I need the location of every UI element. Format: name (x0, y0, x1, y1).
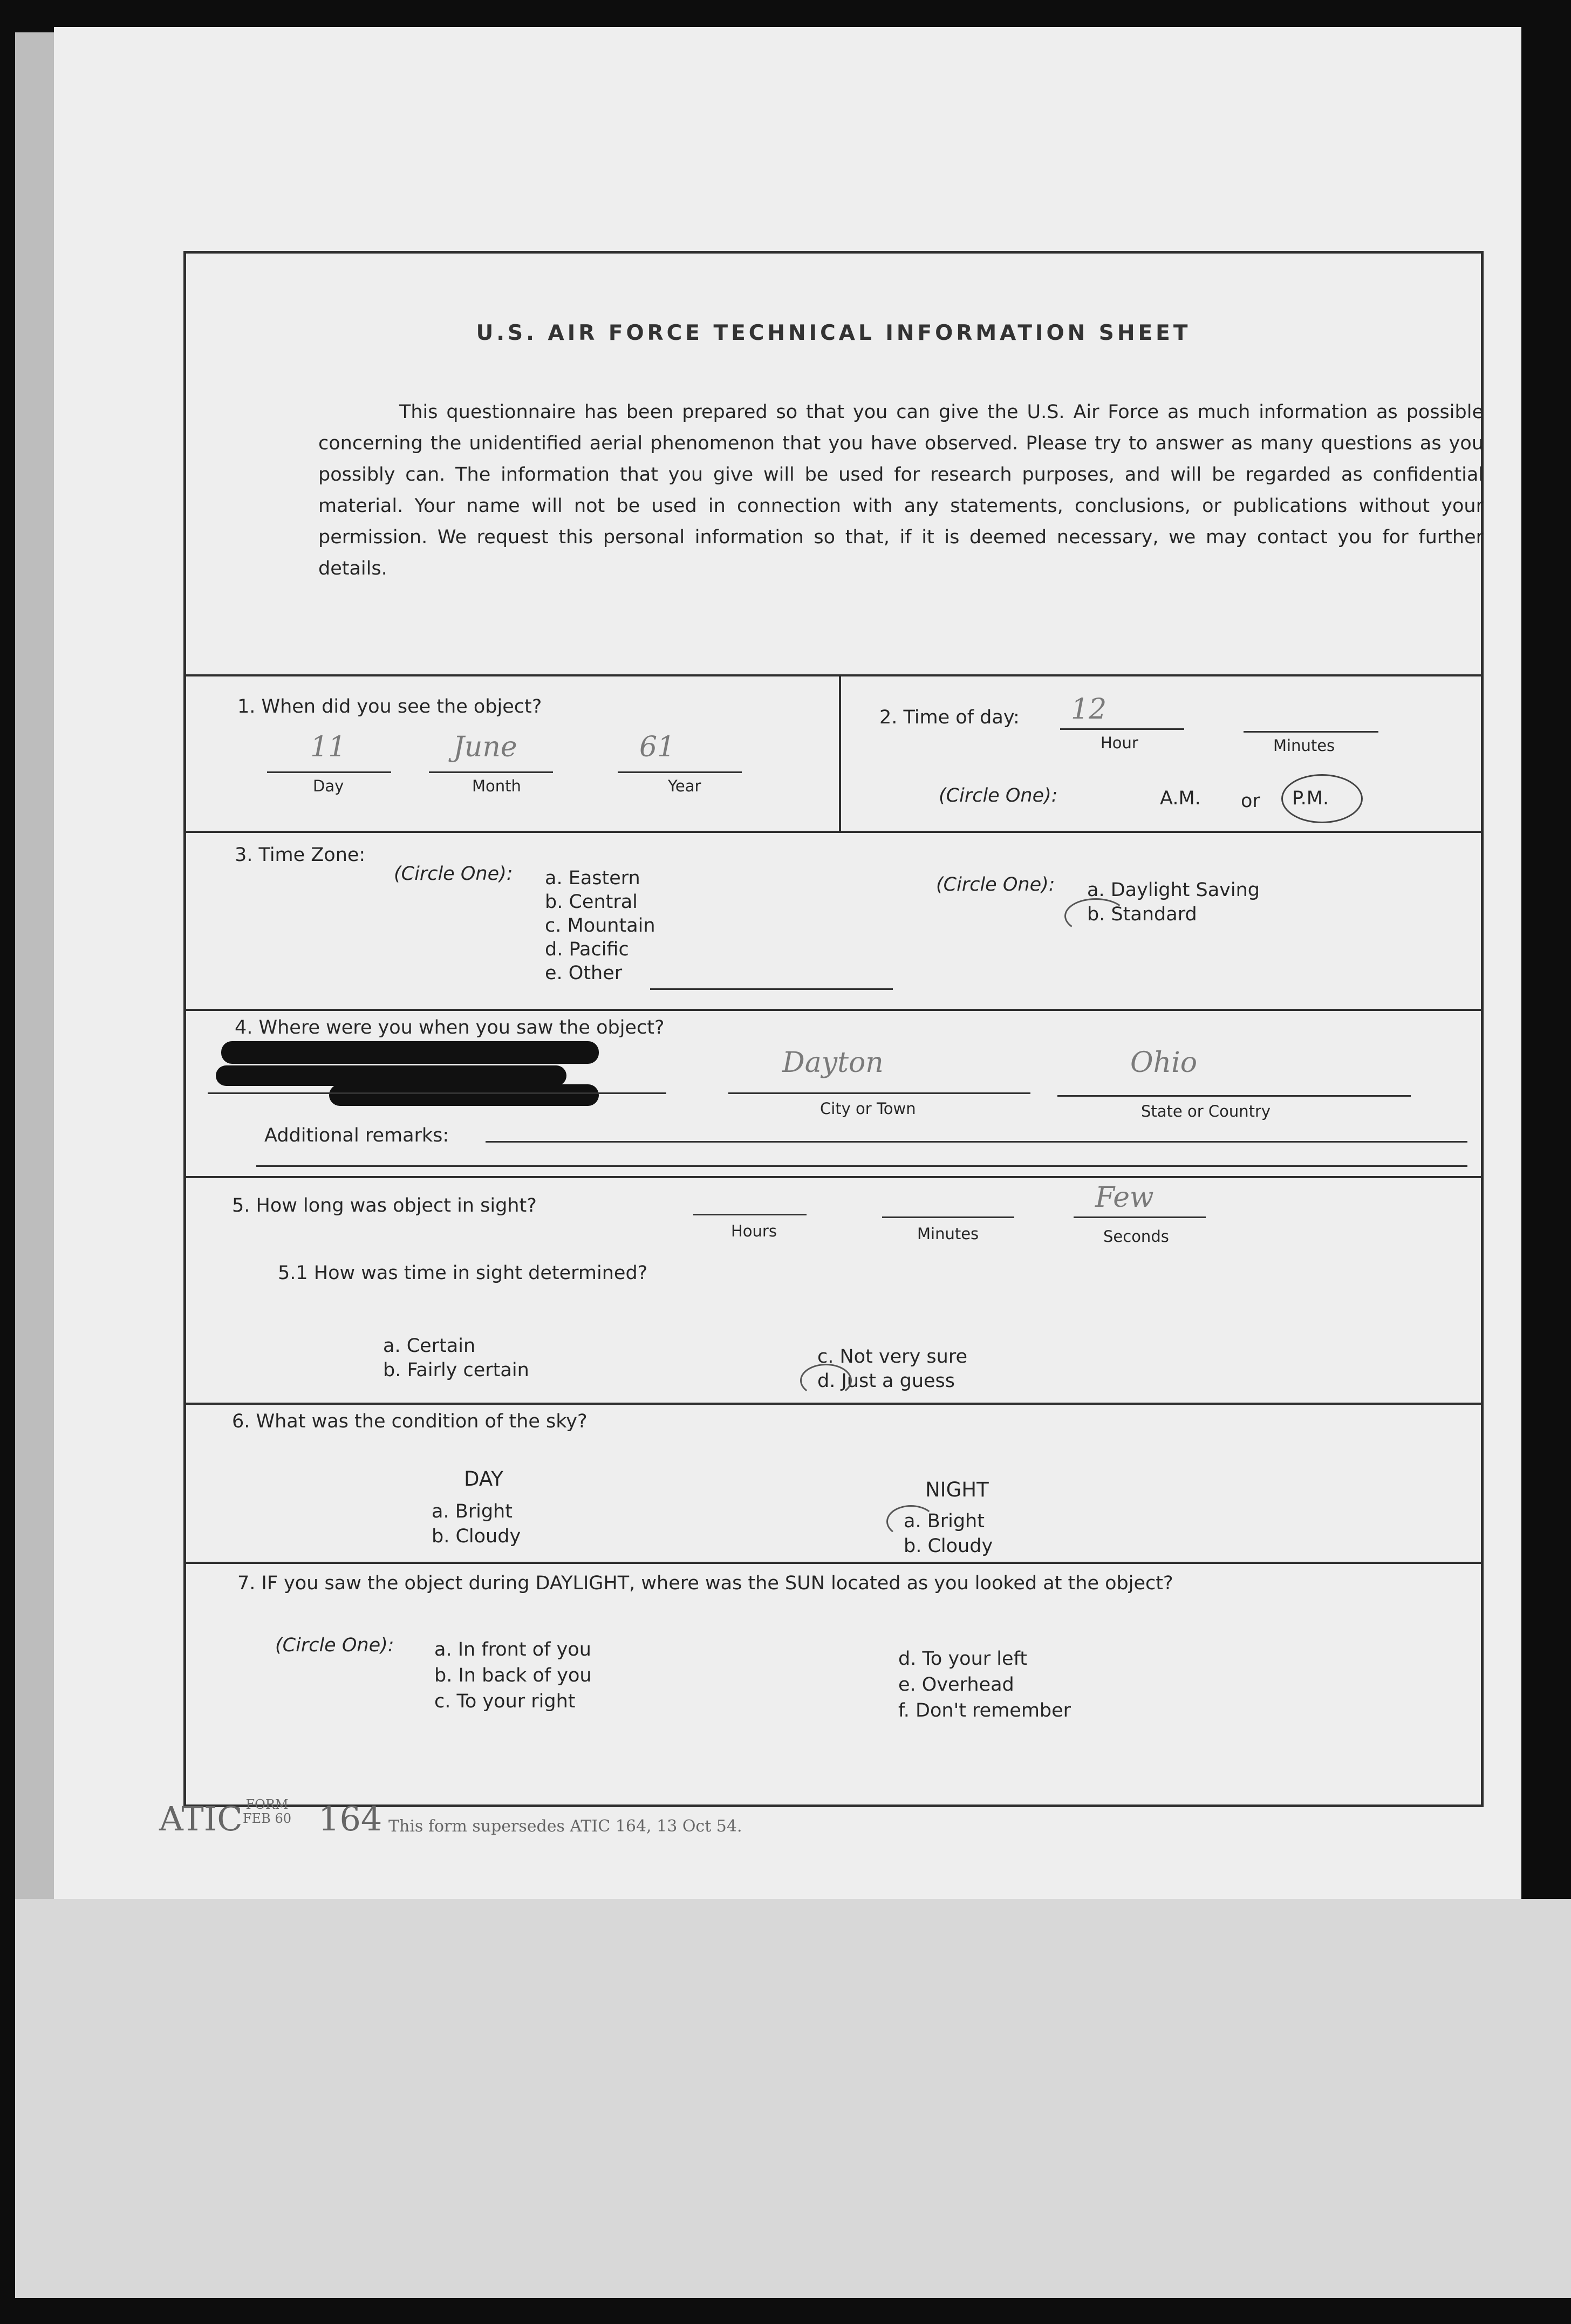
q3-zone-d: d. Pacific (545, 939, 629, 960)
scan-background (15, 1899, 1571, 2298)
q1-day-line (267, 771, 391, 773)
q7-question: 7. IF you saw the object during DAYLIGHT, where was the SUN located as you looked at the object? (237, 1573, 1173, 1594)
q6-question: 6. What was the condition of the sky? (232, 1411, 588, 1432)
divider-2 (186, 831, 1481, 833)
q5-option-a: a. Certain (383, 1335, 476, 1357)
q4-remarks-line (486, 1141, 1467, 1143)
q4-city-line (728, 1092, 1030, 1094)
q2-am: A.M. (1160, 788, 1201, 809)
q5-seconds-label: Seconds (1103, 1227, 1169, 1246)
q1-month-label: Month (472, 777, 521, 795)
footer-form-date (243, 1797, 291, 1826)
intro-paragraph: This questionnaire has been prepared so that you can give the U.S. Air Force as much information as possible concerning the unidentified aerial phenomenon that you have observed. Please try to answer as many questions as you possibly can. The information that you give will be used for research purposes, and will be regarded as confidential material. Your name will not be used in connection with any statements, conclusions, or publications without your permission. We request this personal information so that, if it is deemed necessary, we may contact you for further details. (318, 401, 1484, 579)
divider-4 (186, 1176, 1481, 1178)
q6-day-option-b: b. Cloudy (432, 1526, 521, 1547)
q4-address-label (1271, 1068, 1275, 1069)
q7-option-e: e. Overhead (898, 1674, 1014, 1696)
q3-circle-label-2: (Circle One): (936, 874, 1055, 896)
q4-state-line (1057, 1095, 1411, 1097)
q7-option-c: c. To your right (434, 1691, 576, 1712)
q2-hour-label: Hour (1101, 734, 1138, 752)
q4-state-label: State or Country (1141, 1102, 1271, 1120)
q1-year-line (618, 771, 742, 773)
q5-guess-circle-mark (800, 1364, 852, 1397)
form-title: U.S. AIR FORCE TECHNICAL INFORMATION SHEET (476, 321, 1191, 345)
form-border (183, 251, 1484, 1807)
q7-option-a: a. In front of you (434, 1639, 591, 1660)
q3-saving-a: a. Daylight Saving (1087, 879, 1260, 901)
footer-form-number: 164 (318, 1799, 382, 1838)
q3-zone-a: a. Eastern (545, 867, 640, 889)
divider-q1-q2 (839, 674, 841, 831)
scan-edge (15, 32, 56, 1899)
q1-day-answer: 11 (310, 731, 346, 763)
q3-other-line (650, 988, 893, 990)
q1-day-label: Day (313, 777, 344, 795)
q1-year-label: Year (668, 777, 701, 795)
q3-zone-c: c. Mountain (545, 915, 655, 937)
q4-state-answer: Ohio (1130, 1047, 1198, 1079)
form-sheet (54, 27, 1521, 1899)
q2-pm-circle-mark (1281, 774, 1363, 823)
redaction-bar (221, 1041, 599, 1064)
q5-option-c: c. Not very sure (817, 1346, 967, 1368)
q2-minutes-label: Minutes (1273, 736, 1335, 755)
q5-question: 5. How long was object in sight? (232, 1195, 537, 1216)
q7-option-d: d. To your left (898, 1648, 1027, 1670)
q1-question: 1. When did you see the object? (237, 696, 542, 717)
q5-minutes-label: Minutes (917, 1225, 979, 1243)
q5-sub-question: 5.1 How was time in sight determined? (278, 1262, 648, 1284)
q3-question: 3. Time Zone: (235, 844, 366, 866)
q6-night-option-a: a. Bright (904, 1510, 985, 1532)
q4-city-label: City or Town (820, 1099, 916, 1118)
q7-option-b: b. In back of you (434, 1665, 592, 1686)
footer-form-code: ATIC (159, 1799, 243, 1838)
q1-month-line (429, 771, 553, 773)
q2-or: or (1241, 790, 1260, 812)
q3-zone-e: e. Other (545, 962, 623, 984)
q3-standard-circle-mark (1064, 898, 1127, 934)
q1-month-answer: June (453, 731, 517, 763)
q2-circle-label: (Circle One): (939, 785, 1058, 806)
q7-option-f: f. Don't remember (898, 1700, 1071, 1721)
q2-hour-answer: 12 (1071, 693, 1107, 726)
q6-day-heading: DAY (464, 1467, 503, 1491)
footer-form-date-text: FEB 60 (243, 1811, 291, 1826)
q5-hours-line (693, 1214, 807, 1215)
q6-night-heading: NIGHT (925, 1478, 989, 1501)
q4-remarks-line (256, 1165, 1467, 1167)
q4-address-line (208, 1092, 666, 1094)
q4-city-answer: Dayton (782, 1047, 884, 1079)
q5-seconds-answer: Few (1095, 1181, 1154, 1214)
q3-zone-b: b. Central (545, 891, 638, 913)
q3-saving-b: b. Standard (1087, 904, 1197, 925)
divider-6 (186, 1562, 1481, 1564)
footer-supersedes-note: This form supersedes ATIC 164, 13 Oct 54. (388, 1817, 742, 1836)
q5-hours-label: Hours (731, 1222, 777, 1240)
footer-form-word: FORM (245, 1797, 289, 1812)
q2-minutes-line (1244, 731, 1378, 733)
redaction-bar (329, 1084, 599, 1106)
q3-circle-label: (Circle One): (394, 863, 513, 885)
q4-remarks-label: Additional remarks: (264, 1125, 449, 1146)
q2-hour-line (1060, 728, 1184, 730)
redaction-bar (216, 1065, 566, 1086)
q6-day-option-a: a. Bright (432, 1501, 513, 1522)
q4-question: 4. Where were you when you saw the object? (235, 1017, 665, 1038)
q5-minutes-line (882, 1216, 1014, 1218)
q6-night-option-b: b. Cloudy (904, 1535, 993, 1557)
q6-bright-circle-mark (886, 1505, 935, 1538)
divider-3 (186, 1009, 1481, 1011)
q5-seconds-line (1074, 1216, 1206, 1218)
divider-1 (186, 674, 1481, 676)
q1-year-answer: 61 (639, 731, 675, 763)
q5-option-d: d. Just a guess (817, 1370, 955, 1392)
q2-pm: P.M. (1292, 788, 1329, 809)
q7-circle-label: (Circle One): (275, 1635, 394, 1656)
q2-question: 2. Time of day: (879, 707, 1020, 728)
q5-option-b: b. Fairly certain (383, 1359, 529, 1381)
divider-5 (186, 1403, 1481, 1405)
